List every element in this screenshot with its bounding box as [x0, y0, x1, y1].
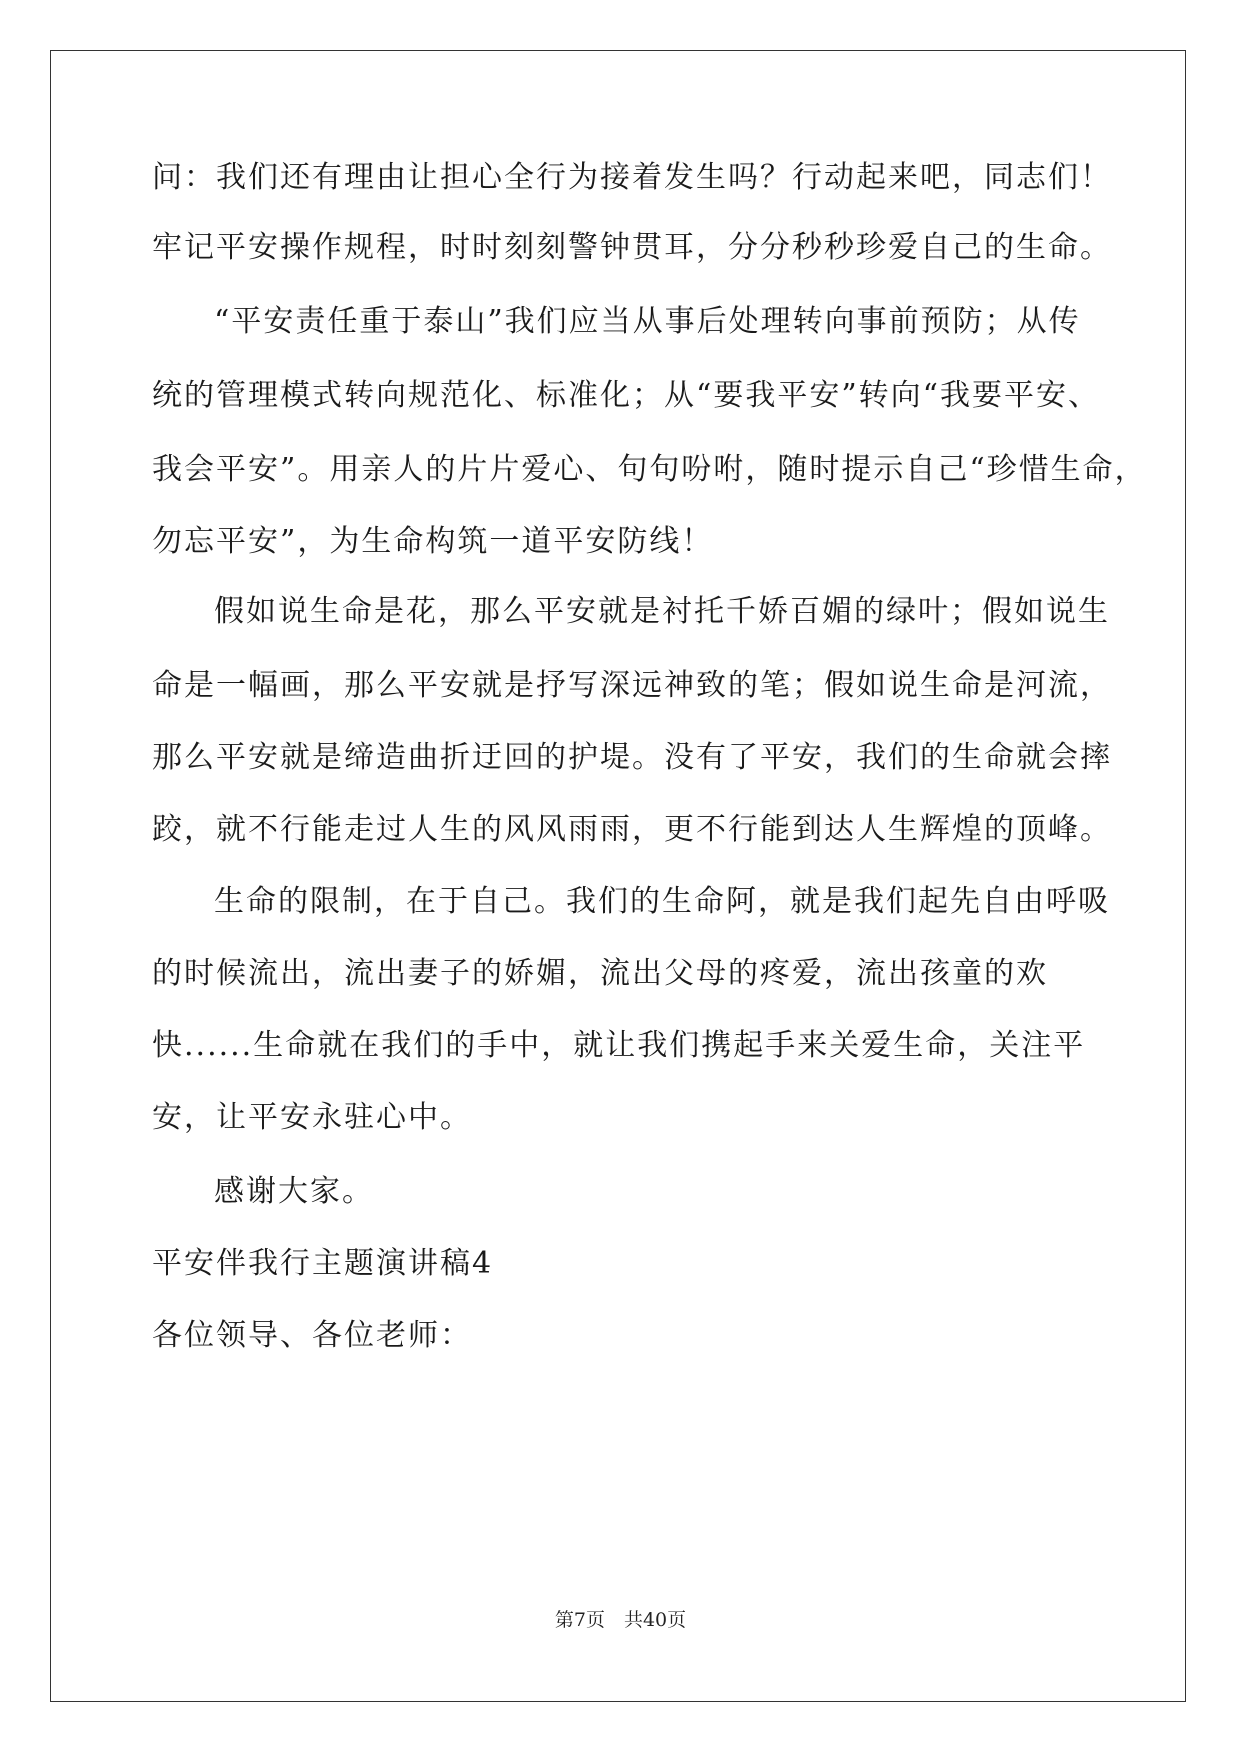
text-line: 勿忘平安”，为生命构筑一道平安防线！ [152, 524, 714, 559]
text-line: 问：我们还有理由让担心全行为接着发生吗？行动起来吧，同志们！ [152, 160, 1112, 195]
paragraph-start-line: 假如说生命是花，那么平安就是衬托千娇百媚的绿叶；假如说生 [214, 594, 1110, 629]
salutation-line: 各位领导、各位老师： [152, 1318, 472, 1353]
page-number-label: 第7页 共40页 [554, 1609, 687, 1631]
section-heading: 平安伴我行主题演讲稿4 [152, 1246, 494, 1281]
text-line: 牢记平安操作规程，时时刻刻警钟贯耳，分分秒秒珍爱自己的生命。 [152, 230, 1112, 265]
text-line: 快......生命就在我们的手中，就让我们携起手来关爱生命，关注平 [152, 1028, 1086, 1063]
text-line: 我会平安”。用亲人的片片爱心、句句吩咐，随时提示自己“珍惜生命， [152, 452, 1147, 487]
page-footer [0, 1608, 1241, 1632]
paragraph-start-line: 生命的限制，在于自己。我们的生命阿，就是我们起先自由呼吸 [214, 884, 1110, 919]
text-line: 的时候流出，流出妻子的娇媚，流出父母的疼爱，流出孩童的欢 [152, 956, 1048, 991]
page-border [50, 50, 1186, 1702]
text-line: 那么平安就是缔造曲折迂回的护堤。没有了平安，我们的生命就会摔 [152, 740, 1112, 775]
closing-line: 感谢大家。 [214, 1174, 374, 1209]
text-line: 跤，就不行能走过人生的风风雨雨，更不行能到达人生辉煌的顶峰。 [152, 812, 1112, 847]
text-line: 安，让平安永驻心中。 [152, 1100, 472, 1135]
paragraph-start-line: “平安责任重于泰山”我们应当从事后处理转向事前预防；从传 [214, 304, 1081, 339]
text-line: 命是一幅画，那么平安就是抒写深远神致的笔；假如说生命是河流， [152, 668, 1112, 703]
text-line: 统的管理模式转向规范化、标准化；从“要我平安”转向“我要平安、 [152, 378, 1101, 413]
